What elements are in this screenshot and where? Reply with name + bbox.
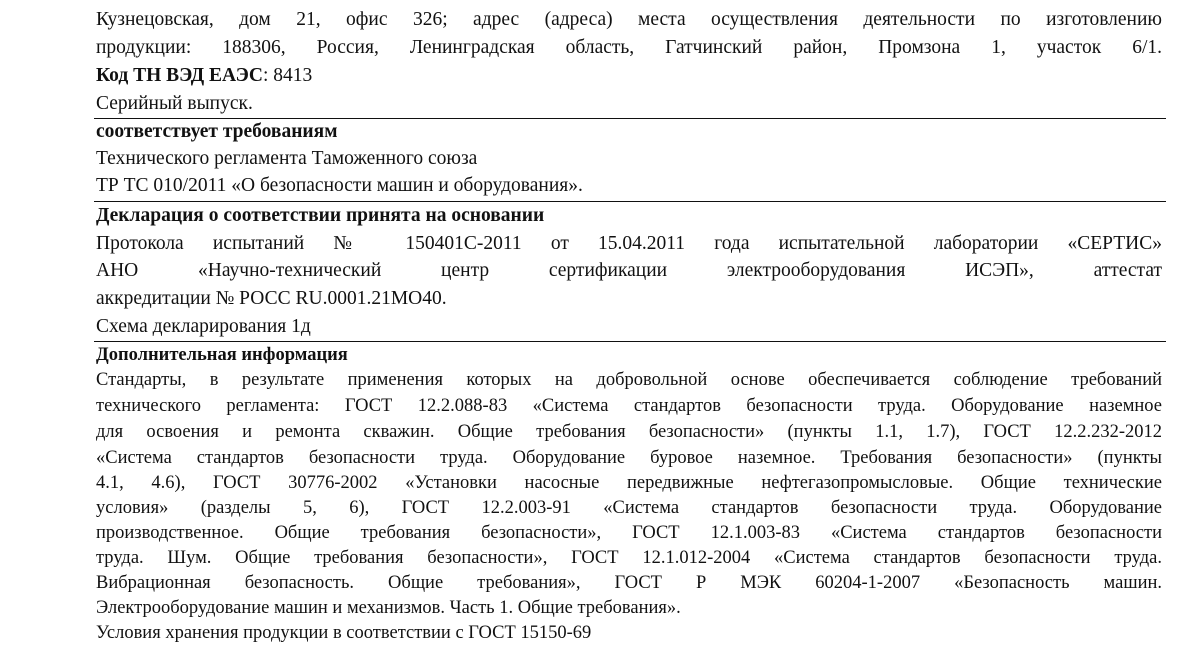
standards-line: Электрооборудование машин и механизмов. Часть 1. Общие требования». — [96, 598, 681, 618]
basis-line-3: аккредитации № РОСС RU.0001.21МО40. — [96, 288, 447, 309]
standards-line: Стандарты, в результате применения которых на добровольной основе обеспечивается соблюдение требований — [96, 370, 1162, 390]
conforms-line-1: Технического регламента Таможенного союза — [96, 148, 478, 169]
serial-production: Серийный выпуск. — [96, 93, 253, 114]
standards-line: труда. Шум. Общие требования безопасности», ГОСТ 12.1.012-2004 «Система стандартов безопасности труда. — [96, 548, 1162, 568]
section-divider — [94, 118, 1166, 119]
address-line-1: Кузнецовская, дом 21, офис 326; адрес (адреса) места осуществления деятельности по изготовлению — [96, 9, 1162, 30]
standards-line: «Система стандартов безопасности труда. Оборудование буровое наземное. Требования безопасности» (пункты — [96, 448, 1162, 468]
address-line-2: продукции: 188306, Россия, Ленинградская область, Гатчинский район, Промзона 1, участок 6/1. — [96, 37, 1162, 58]
conforms-line-2: ТР ТС 010/2011 «О безопасности машин и оборудования». — [96, 175, 583, 196]
basis-heading: Декларация о соответствии принята на основании — [96, 205, 545, 226]
standards-line: условия» (разделы 5, 6), ГОСТ 12.2.003-91 «Система стандартов безопасности труда. Оборудование — [96, 498, 1162, 518]
section-divider — [94, 201, 1166, 202]
standards-line: производственное. Общие требования безопасности», ГОСТ 12.1.003-83 «Система стандартов безопасности — [96, 523, 1162, 543]
conforms-heading: соответствует требованиям — [96, 121, 338, 142]
standards-line: для освоения и ремонта скважин. Общие требования безопасности» (пункты 1.1, 1.7), ГОСТ 12.2.232-2012 — [96, 422, 1162, 442]
tn-ved-code — [96, 64, 312, 88]
additional-heading: Дополнительная информация — [96, 345, 348, 365]
basis-line-2: АНО «Научно-технический центр сертификации электрооборудования ИСЭП», аттестат — [96, 260, 1162, 281]
storage-conditions: Условия хранения продукции в соответствии с ГОСТ 15150-69 — [96, 623, 592, 643]
standards-line: 4.1, 4.6), ГОСТ 30776-2002 «Установки насосные передвижные нефтегазопромысловые. Общие технические — [96, 473, 1162, 493]
declaration-scheme: Схема декларирования 1д — [96, 316, 311, 337]
basis-line-1: Протокола испытаний № 150401С-2011 от 15.04.2011 года испытательной лаборатории «СЕРТИС» — [96, 233, 1162, 254]
section-divider — [94, 341, 1166, 342]
standards-line: Вибрационная безопасность. Общие требования», ГОСТ Р МЭК 60204-1-2007 «Безопасность машин. — [96, 573, 1162, 593]
tn-ved-label: Код ТН ВЭД ЕАЭС — [96, 65, 263, 86]
standards-line: технического регламента: ГОСТ 12.2.088-83 «Система стандартов безопасности труда. Оборудование наземное — [96, 396, 1162, 416]
tn-ved-value: : 8413 — [262, 65, 313, 86]
